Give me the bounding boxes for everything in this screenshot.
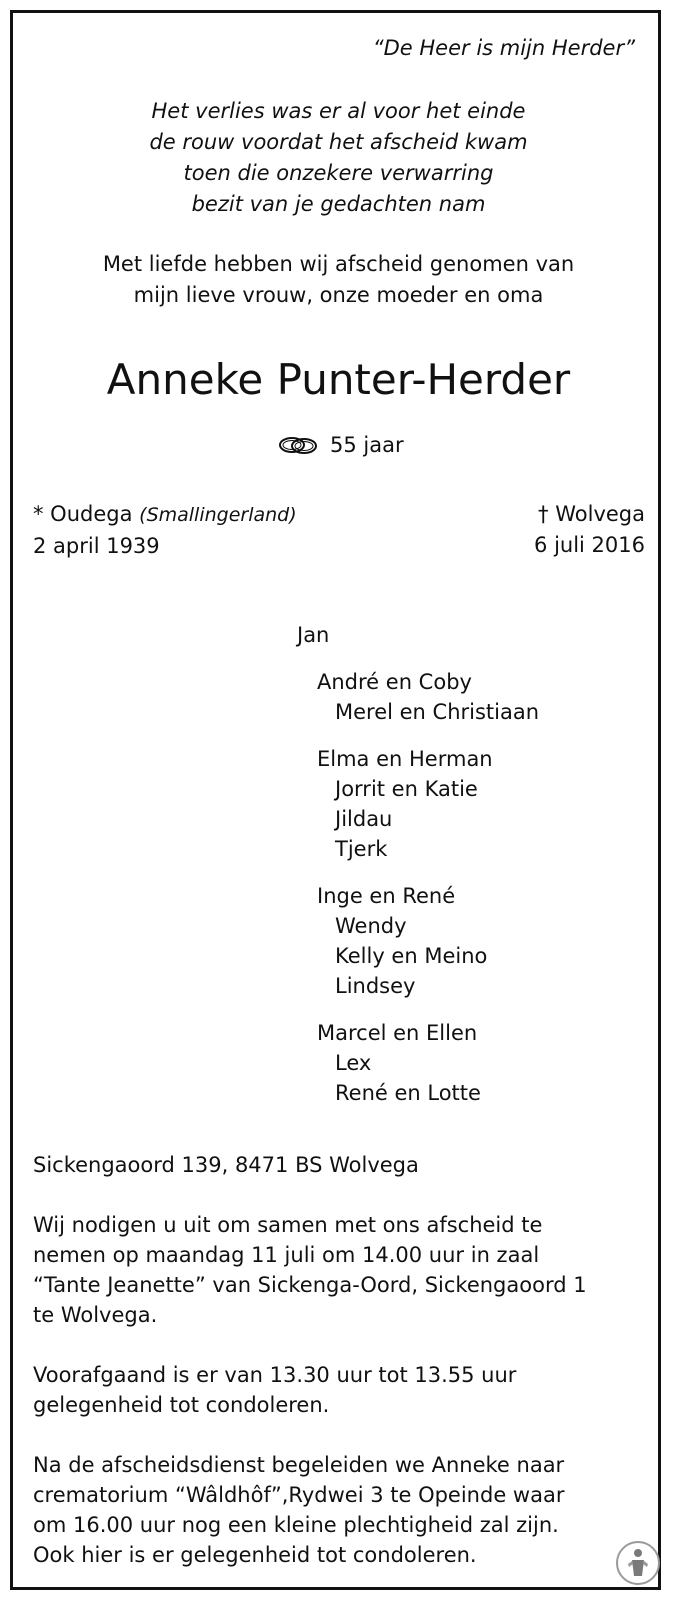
condolence-paragraph <box>33 1360 653 1420</box>
family-parents: Marcel en Ellen <box>317 1021 478 1045</box>
bible-quote: “De Heer is mijn Herder” <box>372 36 635 60</box>
paragraph-line: crematorium “Wâldhôf”,Rydwei 3 te Opeinde waar <box>33 1483 565 1507</box>
family-parents: Inge en René <box>317 884 456 908</box>
family-group <box>317 667 539 727</box>
death-info <box>534 499 645 561</box>
publisher-logo-icon <box>615 1540 661 1586</box>
family-child: Kelly en Meino <box>335 944 488 968</box>
family-child: René en Lotte <box>335 1081 481 1105</box>
paragraph-line: Ook hier is er gelegenheid tot condoleren. <box>33 1543 477 1567</box>
birth-info <box>33 499 297 562</box>
family-child: Jorrit en Katie <box>335 777 478 801</box>
ceremony-paragraph <box>33 1210 653 1330</box>
paragraph-line: “Tante Jeanette” van Sickenga-Oord, Sickengaoord 1 <box>33 1273 587 1297</box>
paragraph-line: Na de afscheidsdienst begeleiden we Anneke naar <box>33 1453 565 1477</box>
birth-place: * Oudega <box>33 502 133 526</box>
family-group <box>317 744 539 864</box>
poem-line: de rouw voordat het afscheid kwam <box>149 130 528 154</box>
husband-name: Jan <box>297 623 330 647</box>
family-child: Merel en Christiaan <box>335 700 540 724</box>
home-address: Sickengaoord 139, 8471 BS Wolvega <box>33 1153 419 1177</box>
family-group <box>317 1018 539 1108</box>
paragraph-line: te Wolvega. <box>33 1303 158 1327</box>
paragraph-line: om 16.00 uur nog een kleine plechtigheid zal zijn. <box>33 1513 559 1537</box>
poem <box>0 96 677 220</box>
crematorium-paragraph <box>33 1450 653 1570</box>
poem-line: bezit van je gedachten nam <box>191 192 486 216</box>
family-child: Tjerk <box>335 837 388 861</box>
birth-date: 2 april 1939 <box>33 534 160 558</box>
family-child: Lex <box>335 1051 372 1075</box>
marriage-years: 55 jaar <box>330 433 404 457</box>
family-parents: André en Coby <box>317 670 472 694</box>
family-list <box>297 620 539 1108</box>
marriage-duration <box>278 431 404 459</box>
paragraph-line: Wij nodigen u uit om samen met ons afscheid te <box>33 1213 543 1237</box>
death-place: † Wolvega <box>538 502 645 526</box>
deceased-name: Anneke Punter-Herder <box>106 355 571 404</box>
intro-line: Met liefde hebben wij afscheid genomen van <box>102 252 575 276</box>
paragraph-line: gelegenheid tot condoleren. <box>33 1393 330 1417</box>
paragraph-line: Voorafgaand is er van 13.30 uur tot 13.55 uur <box>33 1363 517 1387</box>
intro-text <box>0 249 677 311</box>
family-group <box>317 881 539 1001</box>
family-parents: Elma en Herman <box>317 747 493 771</box>
birth-place-note: (Smallingerland) <box>139 504 297 526</box>
death-date: 6 juli 2016 <box>534 533 645 557</box>
family-child: Jildau <box>335 807 393 831</box>
wedding-rings-icon <box>278 434 318 456</box>
family-child: Lindsey <box>335 974 416 998</box>
poem-line: toen die onzekere verwarring <box>183 161 494 185</box>
poem-line: Het verlies was er al voor het einde <box>151 99 526 123</box>
paragraph-line: nemen op maandag 11 juli om 14.00 uur in zaal <box>33 1243 540 1267</box>
family-child: Wendy <box>335 914 407 938</box>
intro-line: mijn lieve vrouw, onze moeder en oma <box>133 283 544 307</box>
